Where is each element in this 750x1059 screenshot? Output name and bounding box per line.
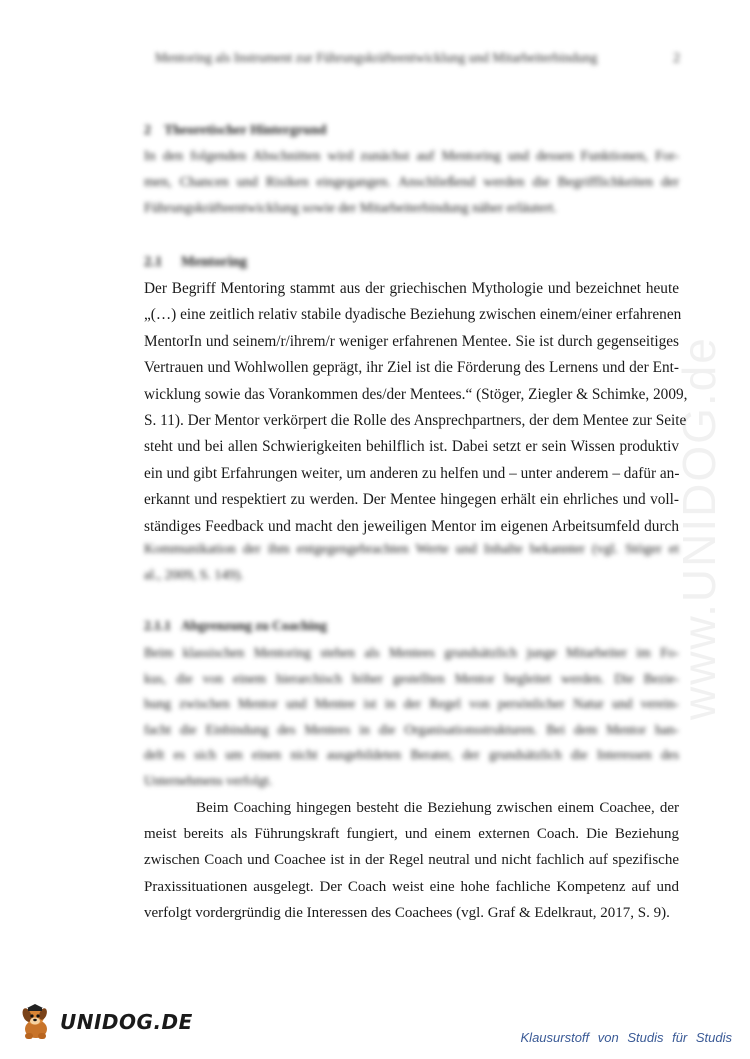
text-line: meist bereits als Führungskraft fungiert, und einem externen Coach. Die Beziehung xyxy=(144,826,679,843)
section-2-1-1-number: 2.1.1 xyxy=(144,618,171,633)
text-line: ständiges Feedback und macht den jeweiligen Mentor im eigenen Arbeitsumfeld durch xyxy=(144,517,679,535)
section-2-1-title: Mentoring xyxy=(181,254,248,270)
section-2-1-heading xyxy=(144,254,247,271)
text-line: hung zwischen Mentor und Mentee ist in der Regel von persönlicher Natur und verein- xyxy=(144,696,679,711)
page-number: 2 xyxy=(673,50,680,65)
text-line: S. 11). Der Mentor verkörpert die Rolle des Ansprechpartners, der dem Mentee zur Seite xyxy=(144,411,687,429)
mentoring-paragraph-blurred xyxy=(144,537,679,589)
text-line: facht die Einbindung des Mentees in die Organisationsstrukturen. Bei dem Mentor han- xyxy=(144,721,679,737)
text-line: In den folgenden Abschnitten wird zunächst auf Mentoring und dessen Funktionen, For- xyxy=(144,149,679,164)
text-line: Kommunikation der ihm entgegengebrachten Werte und Inhalte bekannter (vgl. Stöger et xyxy=(144,542,679,557)
text-line: MentorIn und seinem/r/ihrem/r weniger erfahrenen Mentee. Sie ist durch gegenseitiges xyxy=(144,332,679,350)
section-2-heading xyxy=(144,123,326,139)
text-line: erkannt und respektiert zu werden. Der Mentee hingegen erhält ein ehrliches und voll- xyxy=(144,491,679,509)
text-line: steht und bei allen Schwierigkeiten behilflich ist. Dabei setzt er sein Wissen produktiv xyxy=(144,438,679,456)
text-line: Praxissituationen ausgelegt. Der Coach weist eine hohe fachliche Kompetenz auf und xyxy=(144,878,679,895)
text-line: Unternehmens verfolgt. xyxy=(144,772,273,788)
unidog-logo[interactable] xyxy=(18,1003,193,1041)
watermark: www.UNIDOG.de xyxy=(673,336,725,720)
text-line: men, Chancen und Risiken eingegangen. Anschließend werden die Begrifflichkeiten der xyxy=(144,175,679,190)
text-line: „(…) eine zeitlich relativ stabile dyadische Beziehung zwischen einem/einer erfahrenen xyxy=(144,306,682,324)
text-line: ein und gibt Erfahrungen weiter, um anderen zu helfen und – unter anderem – dafür an- xyxy=(144,464,680,482)
section-2-intro xyxy=(144,144,679,222)
text-line: wicklung sowie das Vorankommen des/der Mentees.“ (Stöger, Ziegler & Schimke, 2009, xyxy=(144,385,688,403)
text-line: Beim Coaching hingegen besteht die Beziehung zwischen einem Coachee, der xyxy=(196,800,679,816)
footer-slogan: Klausurstoff von Studis für Studis xyxy=(520,1030,732,1045)
running-title: Mentoring als Instrument zur Führungskräfteentwicklung und Mitarbeiterbindung xyxy=(155,50,598,65)
section-2-1-1-heading xyxy=(144,618,327,634)
coaching-paragraph xyxy=(144,795,679,926)
text-line: Beim klassischen Mentoring stehen als Mentees grundsätzlich junge Mitarbeiter im Fo- xyxy=(144,645,679,660)
dog-mascot-icon xyxy=(18,1003,54,1041)
mentoring-paragraph xyxy=(144,276,688,540)
text-line: kus, die von einem hierarchisch höher gestellten Mentor begleitet werden. Die Bezie- xyxy=(144,670,679,686)
section-2-title: Theoretischer Hintergrund xyxy=(164,123,327,138)
text-line: zwischen Coach und Coachee ist in der Regel neutral und nicht fachlich auf spezifische xyxy=(144,852,679,869)
section-2-1-number: 2.1 xyxy=(144,254,163,270)
text-line: al., 2009, S. 149). xyxy=(144,568,244,583)
running-header xyxy=(155,50,680,66)
text-line: Vertrauen und Wohlwollen geprägt, ihr Ziel ist die Förderung des Lernens und der Ent- xyxy=(144,359,679,377)
coaching-intro-blurred xyxy=(144,640,679,793)
text-line: Der Begriff Mentoring stammt aus der griechischen Mythologie und bezeichnet heute xyxy=(144,280,679,297)
logo-text: UNIDOG.DE xyxy=(60,1010,193,1034)
text-line: verfolgt vordergründig die Interessen des Coachees (vgl. Graf & Edelkraut, 2017, S. 9). xyxy=(144,904,670,921)
section-2-1-1-title: Abgrenzung zu Coaching xyxy=(181,618,328,633)
text-line: Führungskräfteentwicklung sowie der Mitarbeiterbindung näher erläutert. xyxy=(144,201,557,216)
section-2-number: 2 xyxy=(144,123,151,138)
text-line: delt es sich um einen nicht ausgebildeten Berater, der grundsätzlich die Interessen des xyxy=(144,747,679,762)
